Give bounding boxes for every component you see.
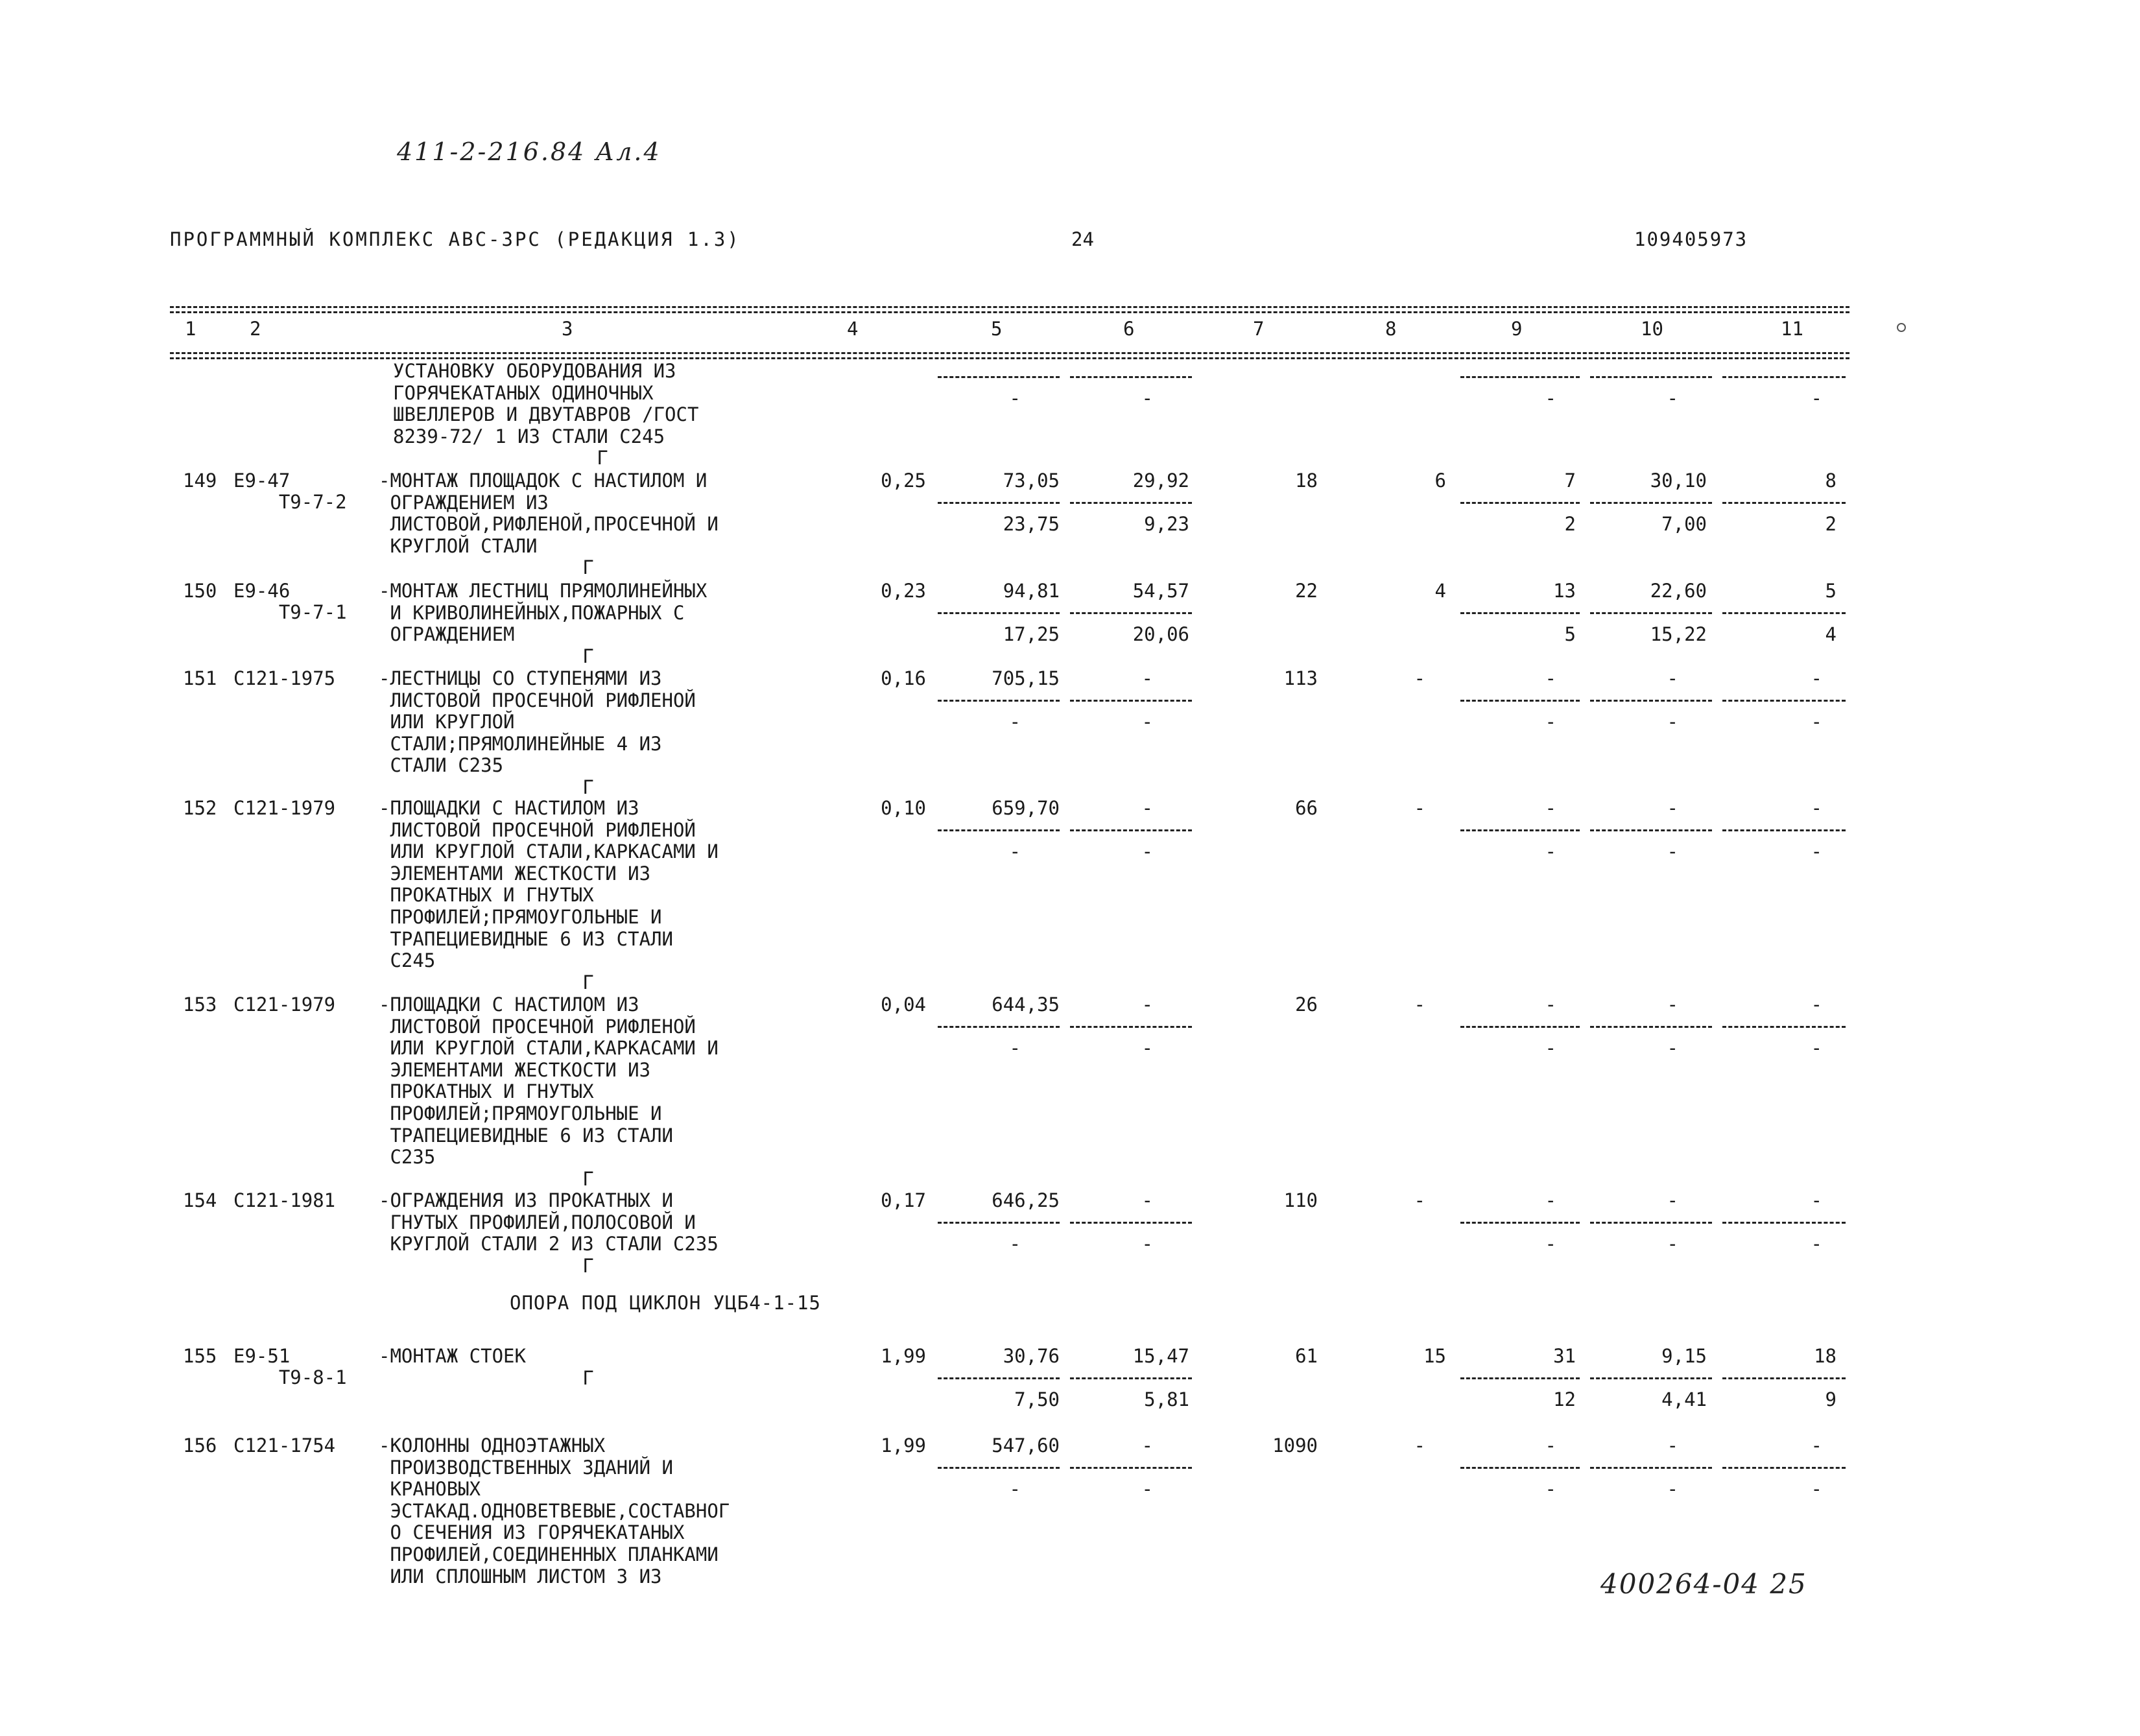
- header-rule-top-2: [170, 311, 1849, 313]
- cell-c10: -: [1667, 1434, 1678, 1457]
- row-code: С121-1981: [233, 1189, 336, 1211]
- section-title: ОПОРА ПОД ЦИКЛОН УЦБ4-1-15: [510, 1292, 821, 1314]
- cell-divider-line: [938, 829, 1060, 831]
- cell-c11: -: [1811, 667, 1822, 689]
- cell-divider-line: [938, 1026, 1060, 1028]
- cell-divider-line: [1070, 612, 1192, 614]
- cell-c4: 0,16: [881, 667, 926, 689]
- cell-c11: 5: [1825, 580, 1837, 602]
- cell-divider-line: [1460, 1377, 1580, 1379]
- cell-divider-line: [1590, 1467, 1712, 1469]
- cell-c7: 1090: [1272, 1434, 1318, 1457]
- cell-divider-line: [938, 1467, 1060, 1469]
- cell-c5-bottom: -: [1009, 1037, 1021, 1059]
- cell-c6: -: [1141, 1434, 1153, 1457]
- cell-c5-bottom: 23,75: [1003, 513, 1060, 535]
- cell-divider-line: [938, 612, 1060, 614]
- row-description: -МОНТАЖ ЛЕСТНИЦ ПРЯМОЛИНЕЙНЫХ И КРИВОЛИНЕЙНЫХ,ПОЖАРНЫХ С ОГРАЖДЕНИЕМ Г: [379, 580, 707, 667]
- row-description: -ПЛОЩАДКИ С НАСТИЛОМ ИЗ ЛИСТОВОЙ ПРОСЕЧНОЙ РИФЛЕНОЙ ИЛИ КРУГЛОЙ СТАЛИ,КАРКАСАМИ И ЭЛЕМЕНТАМИ ЖЕСТКОСТИ ИЗ ПРОКАТНЫХ И ГНУТЫХ ПРОФИЛЕЙ;ПРЯМОУГОЛЬНЫЕ И ТРАПЕЦИЕВИДНЫЕ 6 ИЗ СТАЛИ С245 Г: [379, 797, 719, 993]
- cell-c9-bottom: -: [1545, 387, 1556, 409]
- cell-divider-line: [1590, 1377, 1712, 1379]
- cell-c10-bottom: 15,22: [1650, 623, 1707, 645]
- cell-c5-bottom: -: [1009, 840, 1021, 862]
- cell-c7: 61: [1295, 1345, 1318, 1367]
- cell-divider-line: [1590, 829, 1712, 831]
- row-description: -МОНТАЖ СТОЕК Г: [379, 1345, 594, 1389]
- column-number: 10: [1641, 318, 1663, 340]
- cell-c9-bottom: -: [1545, 711, 1556, 733]
- cell-c5-bottom: 7,50: [1014, 1388, 1060, 1410]
- cell-c6: 15,47: [1132, 1345, 1189, 1367]
- cell-divider-line: [1590, 612, 1712, 614]
- cell-c4: 1,99: [881, 1434, 926, 1457]
- cell-divider-line: [1070, 1377, 1192, 1379]
- cell-c10-bottom: -: [1667, 1478, 1678, 1500]
- cell-c6: 29,92: [1132, 470, 1189, 492]
- cell-c9: 7: [1564, 470, 1576, 492]
- cell-c6-bottom: -: [1141, 1037, 1153, 1059]
- cell-c7: 113: [1283, 667, 1318, 689]
- cell-c11-bottom: -: [1811, 840, 1822, 862]
- cell-c8: -: [1414, 1189, 1425, 1211]
- cell-c11-bottom: 9: [1825, 1388, 1837, 1410]
- cell-c7: 26: [1295, 993, 1318, 1016]
- cell-divider-line: [1070, 1026, 1192, 1028]
- cell-c10-bottom: -: [1667, 711, 1678, 733]
- row-code: С121-1979: [233, 797, 336, 819]
- header-rule-bottom-2: [170, 357, 1849, 359]
- cell-c6-bottom: -: [1141, 1478, 1153, 1500]
- continued-description: УСТАНОВКУ ОБОРУДОВАНИЯ ИЗ ГОРЯЧЕКАТАНЫХ ОДИНОЧНЫХ ШВЕЛЛЕРОВ И ДВУТАВРОВ /ГОСТ 8239-72/ 1 ИЗ СТАЛИ С245 Г: [393, 360, 699, 470]
- cell-divider-line: [938, 1377, 1060, 1379]
- cell-c6-bottom: -: [1141, 387, 1153, 409]
- cell-divider-line: [938, 502, 1060, 504]
- cell-c5: 73,05: [1003, 470, 1060, 492]
- cell-divider-line: [1590, 1222, 1712, 1224]
- cell-c10-bottom: -: [1667, 840, 1678, 862]
- cell-c9-bottom: 12: [1553, 1388, 1576, 1410]
- cell-c6-bottom: 9,23: [1144, 513, 1189, 535]
- cell-c6-bottom: -: [1141, 1233, 1153, 1255]
- cell-divider-line: [1460, 1222, 1580, 1224]
- cell-divider-line: [1070, 1467, 1192, 1469]
- row-number: 152: [183, 797, 217, 819]
- cell-c7: 22: [1295, 580, 1318, 602]
- cell-c11: 8: [1825, 470, 1837, 492]
- cell-c6: 54,57: [1132, 580, 1189, 602]
- cell-c10: -: [1667, 667, 1678, 689]
- cell-c8: 6: [1434, 470, 1446, 492]
- cell-c8: -: [1414, 797, 1425, 819]
- program-title: ПРОГРАММНЫЙ КОМПЛЕКС АВС-3РС (РЕДАКЦИЯ 1.3): [170, 228, 741, 250]
- cell-c10: -: [1667, 797, 1678, 819]
- cell-c11-bottom: 4: [1825, 623, 1837, 645]
- cell-c11-bottom: 2: [1825, 513, 1837, 535]
- column-number: 4: [847, 318, 859, 340]
- cell-c5-bottom: -: [1009, 387, 1021, 409]
- document-code: 109405973: [1634, 228, 1748, 250]
- cell-c8: 15: [1423, 1345, 1446, 1367]
- cell-c10: 22,60: [1650, 580, 1707, 602]
- cell-divider-line: [1070, 376, 1192, 378]
- cell-c11-bottom: -: [1811, 1233, 1822, 1255]
- cell-c7: 66: [1295, 797, 1318, 819]
- cell-c9-bottom: -: [1545, 1478, 1556, 1500]
- cell-divider-line: [1590, 1026, 1712, 1028]
- cell-divider-line: [1722, 376, 1846, 378]
- margin-circle-mark: [1897, 323, 1906, 332]
- cell-c6-bottom: -: [1141, 711, 1153, 733]
- cell-c10: -: [1667, 1189, 1678, 1211]
- cell-c9: -: [1545, 667, 1556, 689]
- cell-divider-line: [1722, 502, 1846, 504]
- cell-c10: 9,15: [1661, 1345, 1707, 1367]
- cell-c11: 18: [1814, 1345, 1837, 1367]
- cell-c10: 30,10: [1650, 470, 1707, 492]
- cell-c8: -: [1414, 993, 1425, 1016]
- cell-c5: 30,76: [1003, 1345, 1060, 1367]
- handwritten-footer-code: 400264-04 25: [1600, 1568, 1807, 1600]
- cell-c10-bottom: -: [1667, 1233, 1678, 1255]
- cell-divider-line: [1722, 700, 1846, 702]
- cell-c11-bottom: -: [1811, 387, 1822, 409]
- header-rule-top: [170, 306, 1849, 308]
- cell-divider-line: [938, 700, 1060, 702]
- cell-divider-line: [1590, 376, 1712, 378]
- cell-divider-line: [1722, 1222, 1846, 1224]
- row-number: 149: [183, 470, 217, 492]
- row-description: -ЛЕСТНИЦЫ СО СТУПЕНЯМИ ИЗ ЛИСТОВОЙ ПРОСЕЧНОЙ РИФЛЕНОЙ ИЛИ КРУГЛОЙ СТАЛИ;ПРЯМОЛИНЕЙНЫЕ 4 ИЗ СТАЛИ С235 Г: [379, 667, 696, 798]
- cell-c5: 94,81: [1003, 580, 1060, 602]
- row-code: С121-1979: [233, 993, 336, 1016]
- row-number: 153: [183, 993, 217, 1016]
- row-code: Е9-51 Т9-8-1: [233, 1345, 347, 1388]
- cell-divider-line: [1722, 1467, 1846, 1469]
- cell-c9: 31: [1553, 1345, 1576, 1367]
- column-number: 6: [1123, 318, 1135, 340]
- cell-c8: -: [1414, 1434, 1425, 1457]
- cell-divider-line: [1070, 502, 1192, 504]
- handwritten-document-code: 411-2-216.84 Ал.4: [397, 137, 661, 166]
- page-number: 24: [1071, 228, 1094, 250]
- cell-divider-line: [1722, 829, 1846, 831]
- cell-divider-line: [1460, 700, 1580, 702]
- cell-c11: -: [1811, 1189, 1822, 1211]
- cell-divider-line: [1460, 829, 1580, 831]
- row-number: 151: [183, 667, 217, 689]
- cell-c9-bottom: -: [1545, 840, 1556, 862]
- cell-divider-line: [1590, 700, 1712, 702]
- row-description: -КОЛОННЫ ОДНОЭТАЖНЫХ ПРОИЗВОДСТВЕННЫХ ЗДАНИЙ И КРАНОВЫХ ЭСТАКАД.ОДНОВЕТВЕВЫЕ,СОСТАВНОГ О СЕЧЕНИЯ ИЗ ГОРЯЧЕКАТАНЫХ ПРОФИЛЕЙ,СОЕДИНЕННЫХ ПЛАНКАМИ ИЛИ СПЛОШНЫМ ЛИСТОМ 3 ИЗ: [379, 1434, 730, 1587]
- cell-c6-bottom: 20,06: [1132, 623, 1189, 645]
- row-number: 155: [183, 1345, 217, 1367]
- cell-c5-bottom: -: [1009, 711, 1021, 733]
- cell-c11: -: [1811, 797, 1822, 819]
- cell-c11-bottom: -: [1811, 1478, 1822, 1500]
- row-code: С121-1975: [233, 667, 336, 689]
- cell-c9-bottom: 5: [1564, 623, 1576, 645]
- cell-c6-bottom: -: [1141, 840, 1153, 862]
- cell-divider-line: [938, 1222, 1060, 1224]
- cell-c5-bottom: -: [1009, 1233, 1021, 1255]
- column-number: 3: [562, 318, 573, 340]
- column-number: 2: [250, 318, 261, 340]
- cell-c11: -: [1811, 993, 1822, 1016]
- cell-c9: -: [1545, 1189, 1556, 1211]
- cell-divider-line: [1460, 376, 1580, 378]
- column-number: 5: [991, 318, 1003, 340]
- cell-c5: 646,25: [992, 1189, 1060, 1211]
- cell-c4: 0,25: [881, 470, 926, 492]
- row-code: Е9-47 Т9-7-2: [233, 470, 347, 513]
- cell-c11-bottom: -: [1811, 1037, 1822, 1059]
- cell-c8: -: [1414, 667, 1425, 689]
- cell-c9: -: [1545, 1434, 1556, 1457]
- cell-c5: 644,35: [992, 993, 1060, 1016]
- column-number: 1: [185, 318, 196, 340]
- column-number: 7: [1253, 318, 1265, 340]
- cell-c9-bottom: -: [1545, 1233, 1556, 1255]
- cell-c4: 0,04: [881, 993, 926, 1016]
- cell-divider-line: [1460, 1467, 1580, 1469]
- cell-c4: 0,10: [881, 797, 926, 819]
- cell-c5-bottom: 17,25: [1003, 623, 1060, 645]
- cell-divider-line: [1460, 1026, 1580, 1028]
- cell-c4: 0,23: [881, 580, 926, 602]
- cell-divider-line: [938, 376, 1060, 378]
- column-number: 8: [1385, 318, 1397, 340]
- cell-divider-line: [1070, 700, 1192, 702]
- row-number: 150: [183, 580, 217, 602]
- row-description: -ПЛОЩАДКИ С НАСТИЛОМ ИЗ ЛИСТОВОЙ ПРОСЕЧНОЙ РИФЛЕНОЙ ИЛИ КРУГЛОЙ СТАЛИ,КАРКАСАМИ И ЭЛЕМЕНТАМИ ЖЕСТКОСТИ ИЗ ПРОКАТНЫХ И ГНУТЫХ ПРОФИЛЕЙ;ПРЯМОУГОЛЬНЫЕ И ТРАПЕЦИЕВИДНЫЕ 6 ИЗ СТАЛИ С235 Г: [379, 993, 719, 1190]
- row-number: 154: [183, 1189, 217, 1211]
- cell-c6: -: [1141, 797, 1153, 819]
- cell-c11: -: [1811, 1434, 1822, 1457]
- row-number: 156: [183, 1434, 217, 1457]
- cell-c10-bottom: 7,00: [1661, 513, 1707, 535]
- row-description: -ОГРАЖДЕНИЯ ИЗ ПРОКАТНЫХ И ГНУТЫХ ПРОФИЛЕЙ,ПОЛОСОВОЙ И КРУГЛОЙ СТАЛИ 2 ИЗ СТАЛИ С235 Г: [379, 1189, 719, 1277]
- cell-c7: 110: [1283, 1189, 1318, 1211]
- cell-c8: 4: [1434, 580, 1446, 602]
- cell-c5: 659,70: [992, 797, 1060, 819]
- cell-c10-bottom: 4,41: [1661, 1388, 1707, 1410]
- cell-c9-bottom: -: [1545, 1037, 1556, 1059]
- cell-divider-line: [1460, 612, 1580, 614]
- cell-c5: 547,60: [992, 1434, 1060, 1457]
- header-rule-bottom: [170, 352, 1849, 354]
- cell-c10-bottom: -: [1667, 387, 1678, 409]
- cell-divider-line: [1590, 502, 1712, 504]
- cell-c6: -: [1141, 993, 1153, 1016]
- cell-c6: -: [1141, 667, 1153, 689]
- cell-c5: 705,15: [992, 667, 1060, 689]
- cell-c5-bottom: -: [1009, 1478, 1021, 1500]
- cell-divider-line: [1460, 502, 1580, 504]
- cell-divider-line: [1070, 1222, 1192, 1224]
- row-description: -МОНТАЖ ПЛОЩАДОК С НАСТИЛОМ И ОГРАЖДЕНИЕМ ИЗ ЛИСТОВОЙ,РИФЛЕНОЙ,ПРОСЕЧНОЙ И КРУГЛОЙ СТАЛИ Г: [379, 470, 719, 579]
- cell-c6: -: [1141, 1189, 1153, 1211]
- cell-c4: 0,17: [881, 1189, 926, 1211]
- column-number: 11: [1781, 318, 1803, 340]
- cell-c9: 13: [1553, 580, 1576, 602]
- cell-c9-bottom: 2: [1564, 513, 1576, 535]
- cell-divider-line: [1722, 1377, 1846, 1379]
- cell-c10: -: [1667, 993, 1678, 1016]
- cell-divider-line: [1722, 612, 1846, 614]
- cell-c6-bottom: 5,81: [1144, 1388, 1189, 1410]
- cell-c11-bottom: -: [1811, 711, 1822, 733]
- row-code: С121-1754: [233, 1434, 336, 1457]
- column-number: 9: [1511, 318, 1523, 340]
- cell-c7: 18: [1295, 470, 1318, 492]
- cell-c9: -: [1545, 797, 1556, 819]
- cell-c4: 1,99: [881, 1345, 926, 1367]
- cell-c9: -: [1545, 993, 1556, 1016]
- cell-divider-line: [1722, 1026, 1846, 1028]
- cell-divider-line: [1070, 829, 1192, 831]
- cell-c10-bottom: -: [1667, 1037, 1678, 1059]
- row-code: Е9-46 Т9-7-1: [233, 580, 347, 623]
